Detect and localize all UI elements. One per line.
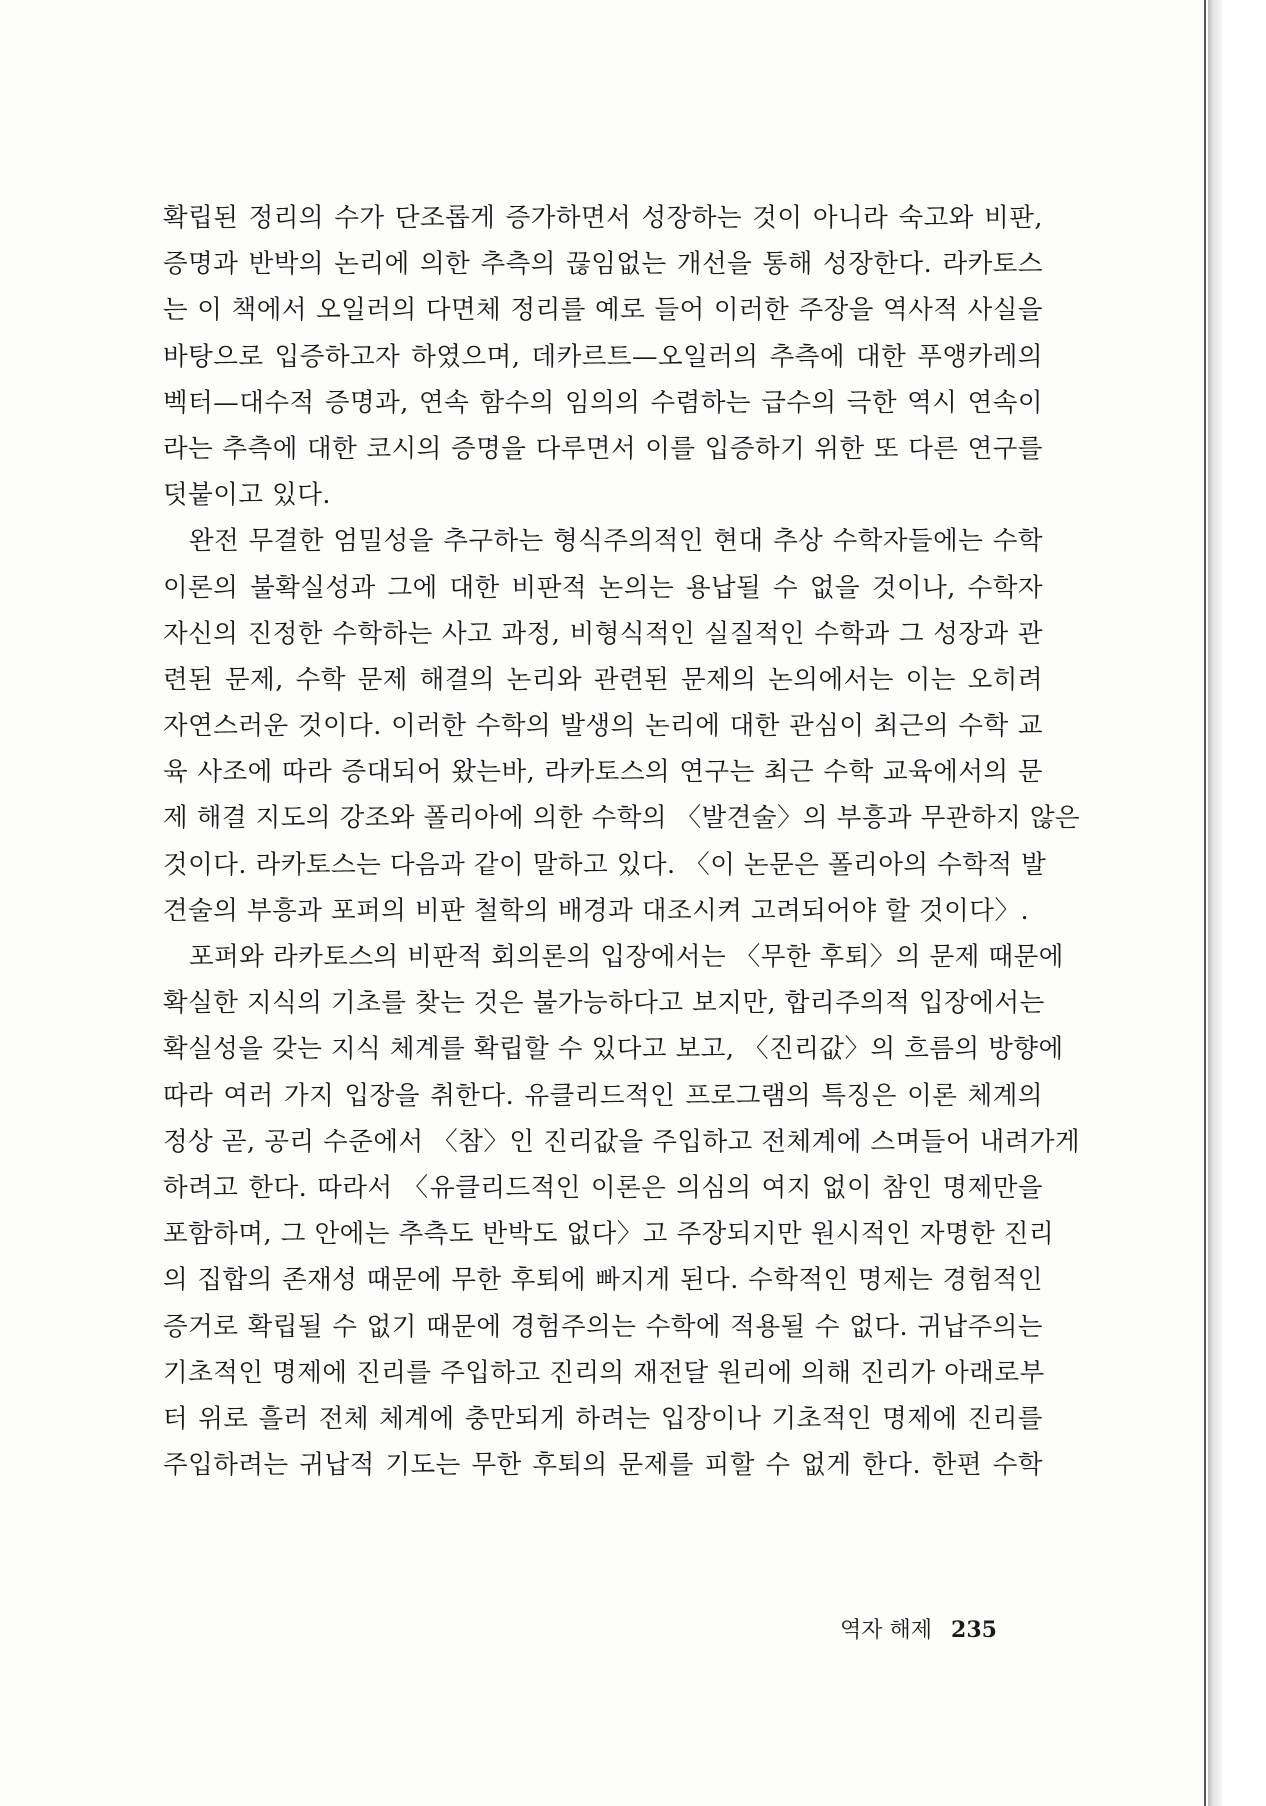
text-line: 라는 추측에 대한 코시의 증명을 다루면서 이를 입증하기 위한 또 다른 연구를 [163, 433, 1043, 464]
text-line: 하려고 한다. 따라서 〈유클리드적인 이론은 의심의 여지 없이 참인 명제만을 [163, 1172, 1043, 1203]
text-line: 이론의 불확실성과 그에 대한 비판적 논의는 용납될 수 없을 것이나, 수학자 [163, 572, 1043, 603]
text-line: 덧붙이고 있다. [163, 480, 332, 511]
text-line: 육 사조에 따라 증대되어 왔는바, 라카토스의 연구는 최근 수학 교육에서의 문 [163, 757, 1043, 788]
text-line: 터 위로 흘러 전체 체계에 충만되게 하려는 입장이나 기초적인 명제에 진리를 [163, 1403, 1043, 1434]
text-line: 의 집합의 존재성 때문에 무한 후퇴에 빠지게 된다. 수학적인 명제는 경험적인 [163, 1265, 1043, 1296]
page-footer [840, 1610, 1040, 1650]
text-line: 증거로 확립될 수 없기 때문에 경험주의는 수학에 적용될 수 없다. 귀납주의는 [163, 1311, 1043, 1342]
text-line: 주입하려는 귀납적 기도는 무한 후퇴의 문제를 피할 수 없게 한다. 한편 수학 [163, 1450, 1043, 1481]
text-line: 견술의 부흥과 포퍼의 비판 철학의 배경과 대조시켜 고려되어야 할 것이다〉. [163, 895, 1030, 926]
text-line: 바탕으로 입증하고자 하였으며, 데카르트—오일러의 추측에 대한 푸앵카레의 [163, 341, 1043, 372]
text-line: 는 이 책에서 오일러의 다면체 정리를 예로 들어 이러한 주장을 역사적 사실을 [163, 295, 1043, 326]
text-line: 정상 곧, 공리 수준에서 〈참〉인 진리값을 주입하고 전체계에 스며들어 내려가게 [163, 1126, 1081, 1157]
page-number: 235 [951, 1617, 997, 1643]
text-line: 완전 무결한 엄밀성을 추구하는 형식주의적인 현대 추상 수학자들에는 수학 [189, 526, 1043, 557]
body-text [163, 195, 1081, 1488]
text-line: 포함하며, 그 안에는 추측도 반박도 없다〉고 주장되지만 원시적인 자명한 진리 [163, 1219, 1055, 1250]
running-footer-title: 역자 해제 [840, 1618, 933, 1643]
text-line: 따라 여러 가지 입장을 취한다. 유클리드적인 프로그램의 특징은 이론 체계의 [163, 1080, 1043, 1111]
text-line: 제 해결 지도의 강조와 폴리아에 의한 수학의 〈발견술〉의 부흥과 무관하지 않은 [163, 803, 1081, 834]
text-line: 포퍼와 라카토스의 비판적 회의론의 입장에서는 〈무한 후퇴〉의 문제 때문에 [189, 942, 1064, 972]
text-line: 확실성을 갖는 지식 체계를 확립할 수 있다고 보고, 〈진리값〉의 흐름의 방향에 [163, 1034, 1064, 1065]
text-line: 확실한 지식의 기초를 찾는 것은 불가능하다고 보지만, 합리주의적 입장에서는 [163, 988, 1045, 1019]
text-line: 것이다. 라카토스는 다음과 같이 말하고 있다. 〈이 논문은 폴리아의 수학적 발 [163, 849, 1047, 880]
text-line: 벡터—대수적 증명과, 연속 함수의 임의의 수렴하는 급수의 극한 역시 연속이 [163, 387, 1043, 418]
paragraph-1 [163, 195, 1043, 518]
text-line: 련된 문제, 수학 문제 해결의 논리와 관련된 문제의 논의에서는 이는 오히려 [163, 664, 1043, 695]
text-line: 자신의 진정한 수학하는 사고 과정, 비형식적인 실질적인 수학과 그 성장과 관 [163, 618, 1043, 649]
text-line: 증명과 반박의 논리에 의한 추측의 끊임없는 개선을 통해 성장한다. 라카토스 [163, 249, 1043, 280]
paragraph-3 [163, 934, 1081, 1488]
page-edge-shadow [1208, 0, 1222, 1806]
text-line: 확립된 정리의 수가 단조롭게 증가하면서 성장하는 것이 아니라 숙고와 비판, [163, 203, 1043, 233]
text-line: 기초적인 명제에 진리를 주입하고 진리의 재전달 원리에 의해 진리가 아래로부 [163, 1357, 1045, 1388]
text-line: 자연스러운 것이다. 이러한 수학의 발생의 논리에 대한 관심이 최근의 수학 교 [163, 711, 1043, 742]
paragraph-2 [163, 518, 1081, 934]
